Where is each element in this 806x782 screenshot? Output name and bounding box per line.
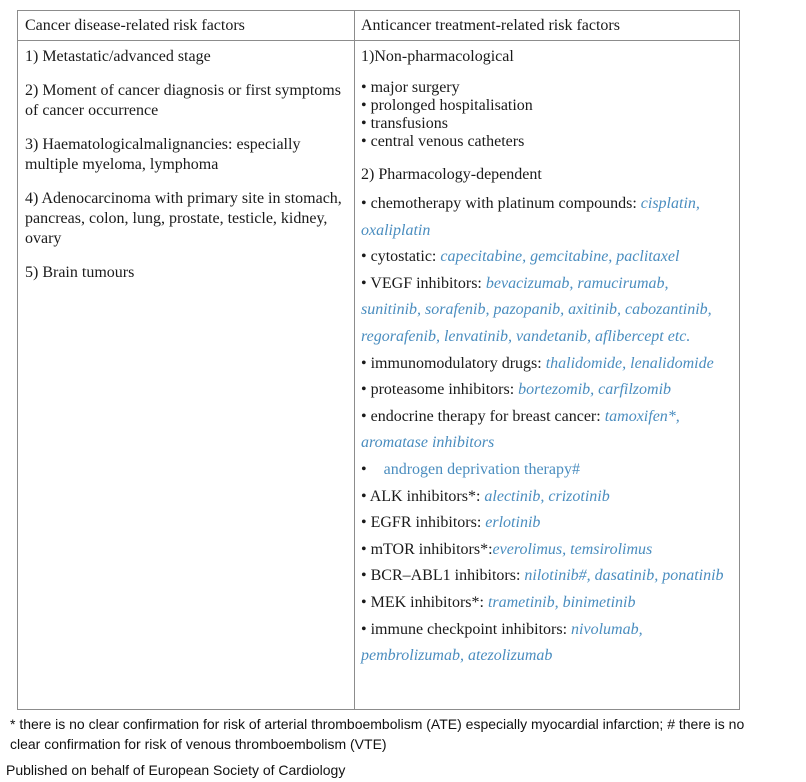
drug-class-label: • cytostatic:	[361, 248, 441, 266]
drug-names: regorafenib, lenvatinib, vandetanib, aflibercept etc.	[361, 327, 691, 345]
table-footnote: * there is no clear confirmation for risk of arterial thromboembolism (ATE) especially myocardial infarction; # there is no clear confirmation for risk of venous thromboembolism (VTE)	[10, 716, 745, 752]
drug-line	[361, 537, 739, 564]
list-item: • central venous catheters	[361, 133, 525, 150]
drug-line	[361, 191, 739, 218]
drug-class-label: • VEGF inhibitors:	[361, 274, 486, 292]
drug-names: bortezomib, carfilzomib	[518, 381, 672, 399]
anticancer-treatment-column	[361, 47, 739, 670]
drug-names: pembrolizumab, atezolizumab	[361, 647, 553, 665]
left-item-1: 1) Metastatic/advanced stage	[25, 48, 211, 65]
drug-names: alectinib, crizotinib	[484, 487, 610, 505]
drug-line	[361, 643, 739, 670]
drug-line	[361, 457, 739, 484]
drug-names: capecitabine, gemcitabine, paclitaxel	[440, 248, 680, 266]
non-pharmacological-list	[361, 79, 739, 151]
drug-names: sunitinib, sorafenib, pazopanib, axitinib, cabozantinib,	[361, 301, 712, 319]
drug-line	[361, 244, 739, 271]
drug-line	[361, 563, 739, 590]
left-item-2: 2) Moment of cancer diagnosis or first symptoms of cancer occurrence	[25, 82, 341, 119]
drug-names: aromatase inhibitors	[361, 434, 495, 452]
drug-names: trametinib, binimetinib	[487, 593, 636, 611]
drug-line	[361, 271, 739, 298]
risk-factors-table	[17, 10, 740, 710]
drug-line	[361, 430, 739, 457]
drug-class-label: • ALK inhibitors*:	[361, 487, 485, 505]
drug-names: nivolumab,	[571, 620, 643, 638]
drug-class-label: • EGFR inhibitors:	[361, 514, 486, 532]
drug-class-label: •	[361, 460, 367, 478]
drug-line	[361, 404, 739, 431]
drug-line	[361, 297, 739, 324]
header-cancer-disease-risk: Cancer disease-related risk factors	[25, 17, 245, 34]
left-item-4: 4) Adenocarcinoma with primary site in stomach, pancreas, colon, lung, prostate, testicle, kidney, ovary	[25, 190, 342, 247]
drug-line	[361, 324, 739, 351]
drug-line	[361, 484, 739, 511]
drug-class-label: • proteasome inhibitors:	[361, 381, 519, 399]
drug-names: tamoxifen*,	[604, 407, 680, 425]
drug-names: oxaliplatin	[361, 221, 431, 239]
drug-class-label: • MEK inhibitors*:	[361, 593, 488, 611]
non-pharmacological-title: 1)Non-pharmacological	[361, 48, 514, 65]
drug-class-label: • chemotherapy with platinum compounds:	[361, 195, 641, 212]
cancer-disease-column	[25, 47, 345, 297]
drug-names: erlotinib	[485, 514, 541, 532]
left-item-5: 5) Brain tumours	[25, 264, 135, 281]
list-item: • prolonged hospitalisation	[361, 97, 533, 114]
drug-class-label: • mTOR inhibitors*:	[361, 540, 493, 558]
header-anticancer-treatment-risk: Anticancer treatment-related risk factors	[361, 17, 620, 34]
drug-class-list	[361, 191, 739, 670]
list-item: • major surgery	[361, 79, 460, 96]
table-header-row	[18, 11, 739, 41]
publisher-credit: Published on behalf of European Society of Cardiology	[6, 762, 346, 778]
drug-line	[361, 351, 739, 378]
drug-names: everolimus, temsirolimus	[492, 540, 653, 558]
drug-names: cisplatin,	[640, 195, 700, 212]
drug-names: androgen deprivation therapy#	[383, 460, 580, 478]
drug-names: nilotinib#, dasatinib, ponatinib	[524, 567, 724, 585]
drug-class-label: • BCR–ABL1 inhibitors:	[361, 567, 525, 585]
pharmacology-dependent-title: 2) Pharmacology-dependent	[361, 166, 542, 183]
list-item: • transfusions	[361, 115, 448, 132]
drug-line	[361, 377, 739, 404]
drug-class-label: • immunomodulatory drugs:	[361, 354, 546, 372]
drug-line	[361, 510, 739, 537]
drug-line	[361, 617, 739, 644]
drug-class-label: • endocrine therapy for breast cancer:	[361, 407, 605, 425]
drug-line	[361, 590, 739, 617]
column-divider	[354, 11, 355, 709]
left-item-3: 3) Haematologicalmalignancies: especially multiple myeloma, lymphoma	[25, 136, 301, 173]
drug-names: bevacizumab, ramucirumab,	[485, 274, 669, 292]
drug-line	[361, 218, 739, 245]
drug-names: thalidomide, lenalidomide	[545, 354, 714, 372]
drug-class-label: • immune checkpoint inhibitors:	[361, 620, 572, 638]
